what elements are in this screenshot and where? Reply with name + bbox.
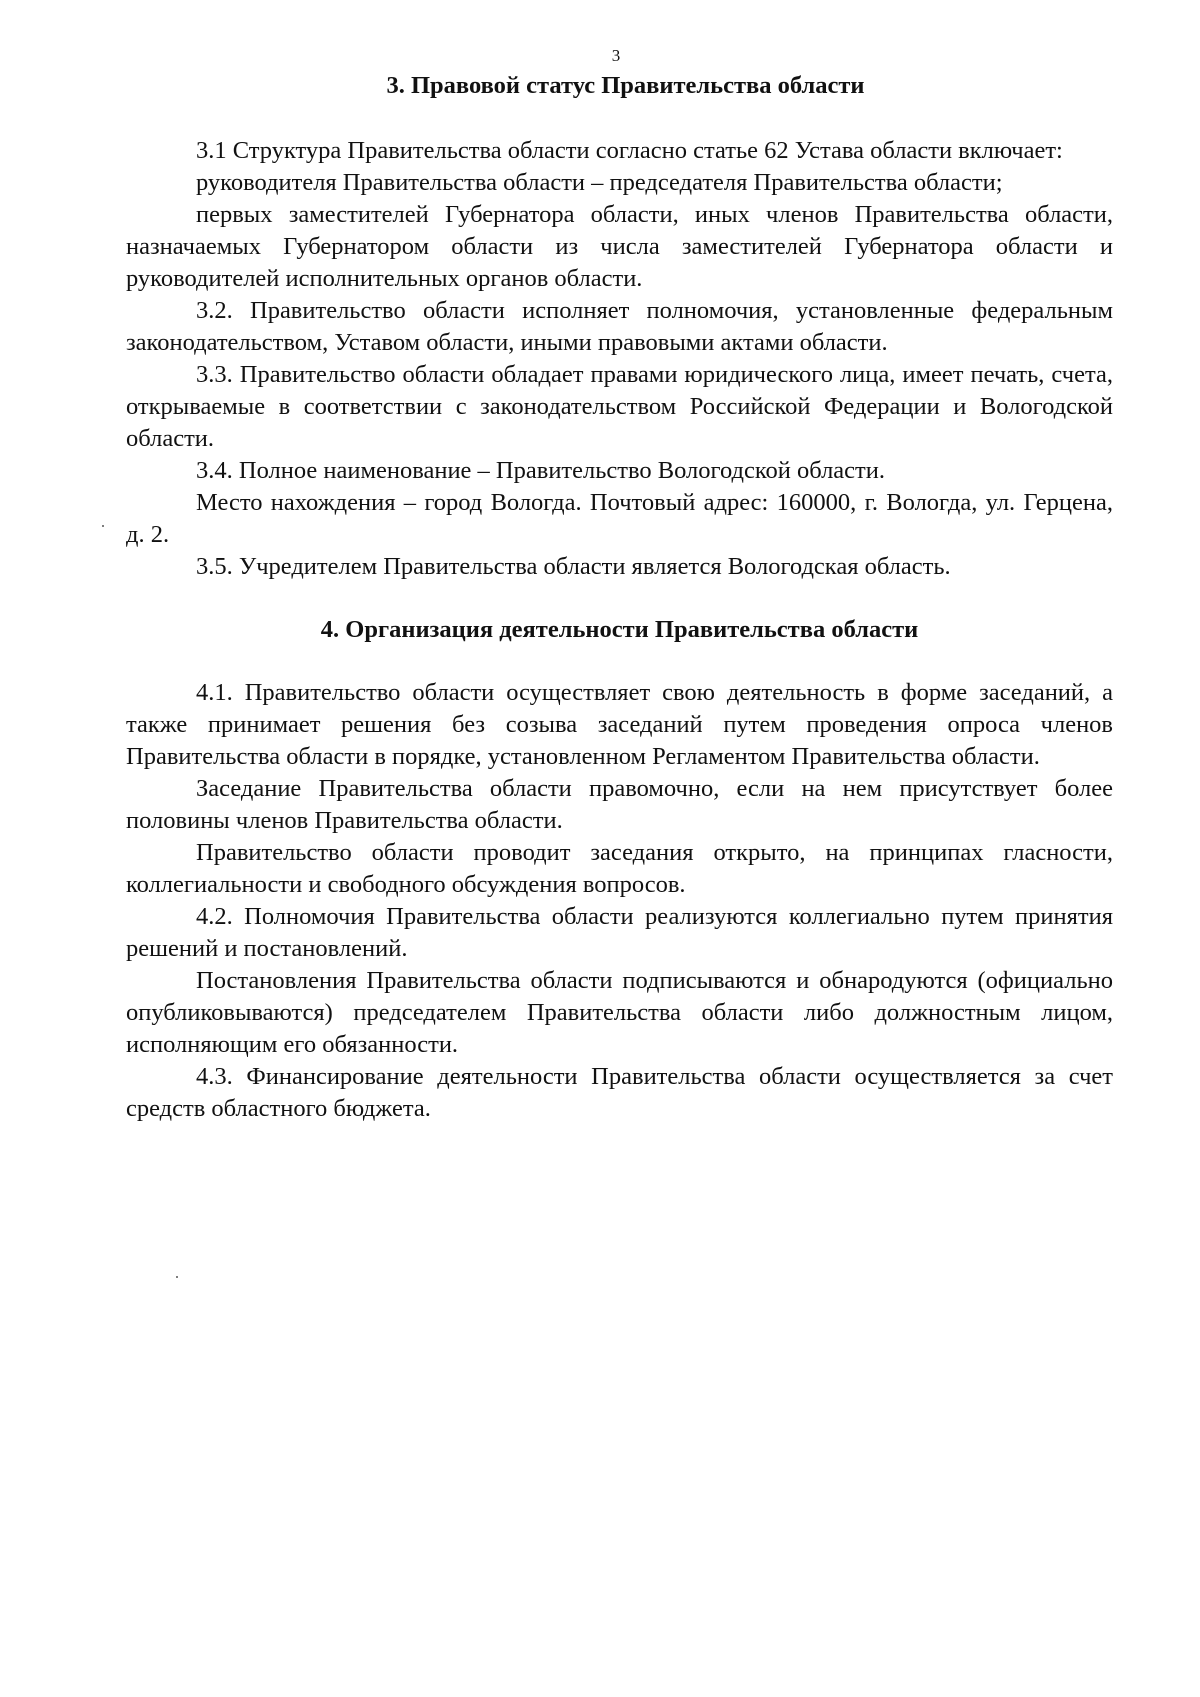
paragraph-3-1-item-deputies: первых заместителей Губернатора области, иных членов Правительства области, назначаемых Губернатором области из числа заместителей Губернатора области и руководителей исполнительных органов области. (126, 201, 1113, 292)
paragraph-3-5: 3.5. Учредителем Правительства области является Вологодская область. (196, 553, 951, 580)
paragraph-3-4: 3.4. Полное наименование – Правительство Вологодской области. (196, 457, 886, 484)
scan-speck (176, 1276, 178, 1278)
paragraph-quorum: Заседание Правительства области правомочно, если на нем присутствует более половины членов Правительства области. (126, 775, 1113, 834)
paragraph-4-2: 4.2. Полномочия Правительства области реализуются коллегиально путем принятия решений и постановлений. (126, 903, 1113, 962)
page-number: 3 (611, 46, 621, 65)
paragraph-resolutions: Постановления Правительства области подписываются и обнародуются (официально опубликовываются) председателем Правительства области либо должностным лицом, исполняющим его обязанности. (126, 967, 1113, 1058)
scan-speck (102, 525, 104, 527)
paragraph-3-1-item-head: руководителя Правительства области – председателя Правительства области; (196, 169, 1003, 196)
paragraph-4-1: 4.1. Правительство области осуществляет свою деятельность в форме заседаний, а также принимает решения без созыва заседаний путем проведения опроса членов Правительства области в порядке, установленном Регламентом Правительства области. (126, 679, 1113, 770)
paragraph-openness: Правительство области проводит заседания открыто, на принципах гласности, коллегиальности и свободного обсуждения вопросов. (126, 839, 1113, 898)
section-3-title: 3. Правовой статус Правительства области (386, 72, 865, 99)
document-body (126, 70, 1113, 1125)
paragraph-3-2: 3.2. Правительство области исполняет полномочия, установленные федеральным законодательством, Уставом области, иными правовыми актами области. (126, 297, 1113, 356)
paragraph-3-1: 3.1 Структура Правительства области согласно статье 62 Устава области включает: (196, 137, 1063, 164)
section-4-title: 4. Организация деятельности Правительства области (320, 616, 919, 643)
paragraph-4-3: 4.3. Финансирование деятельности Правительства области осуществляется за счет средств областного бюджета. (126, 1063, 1113, 1122)
paragraph-location: Место нахождения – город Вологда. Почтовый адрес: 160000, г. Вологда, ул. Герцена, д. 2. (126, 489, 1113, 548)
paragraph-3-3: 3.3. Правительство области обладает правами юридического лица, имеет печать, счета, открываемые в соответствии с законодательством Российской Федерации и Вологодской области. (126, 361, 1113, 452)
